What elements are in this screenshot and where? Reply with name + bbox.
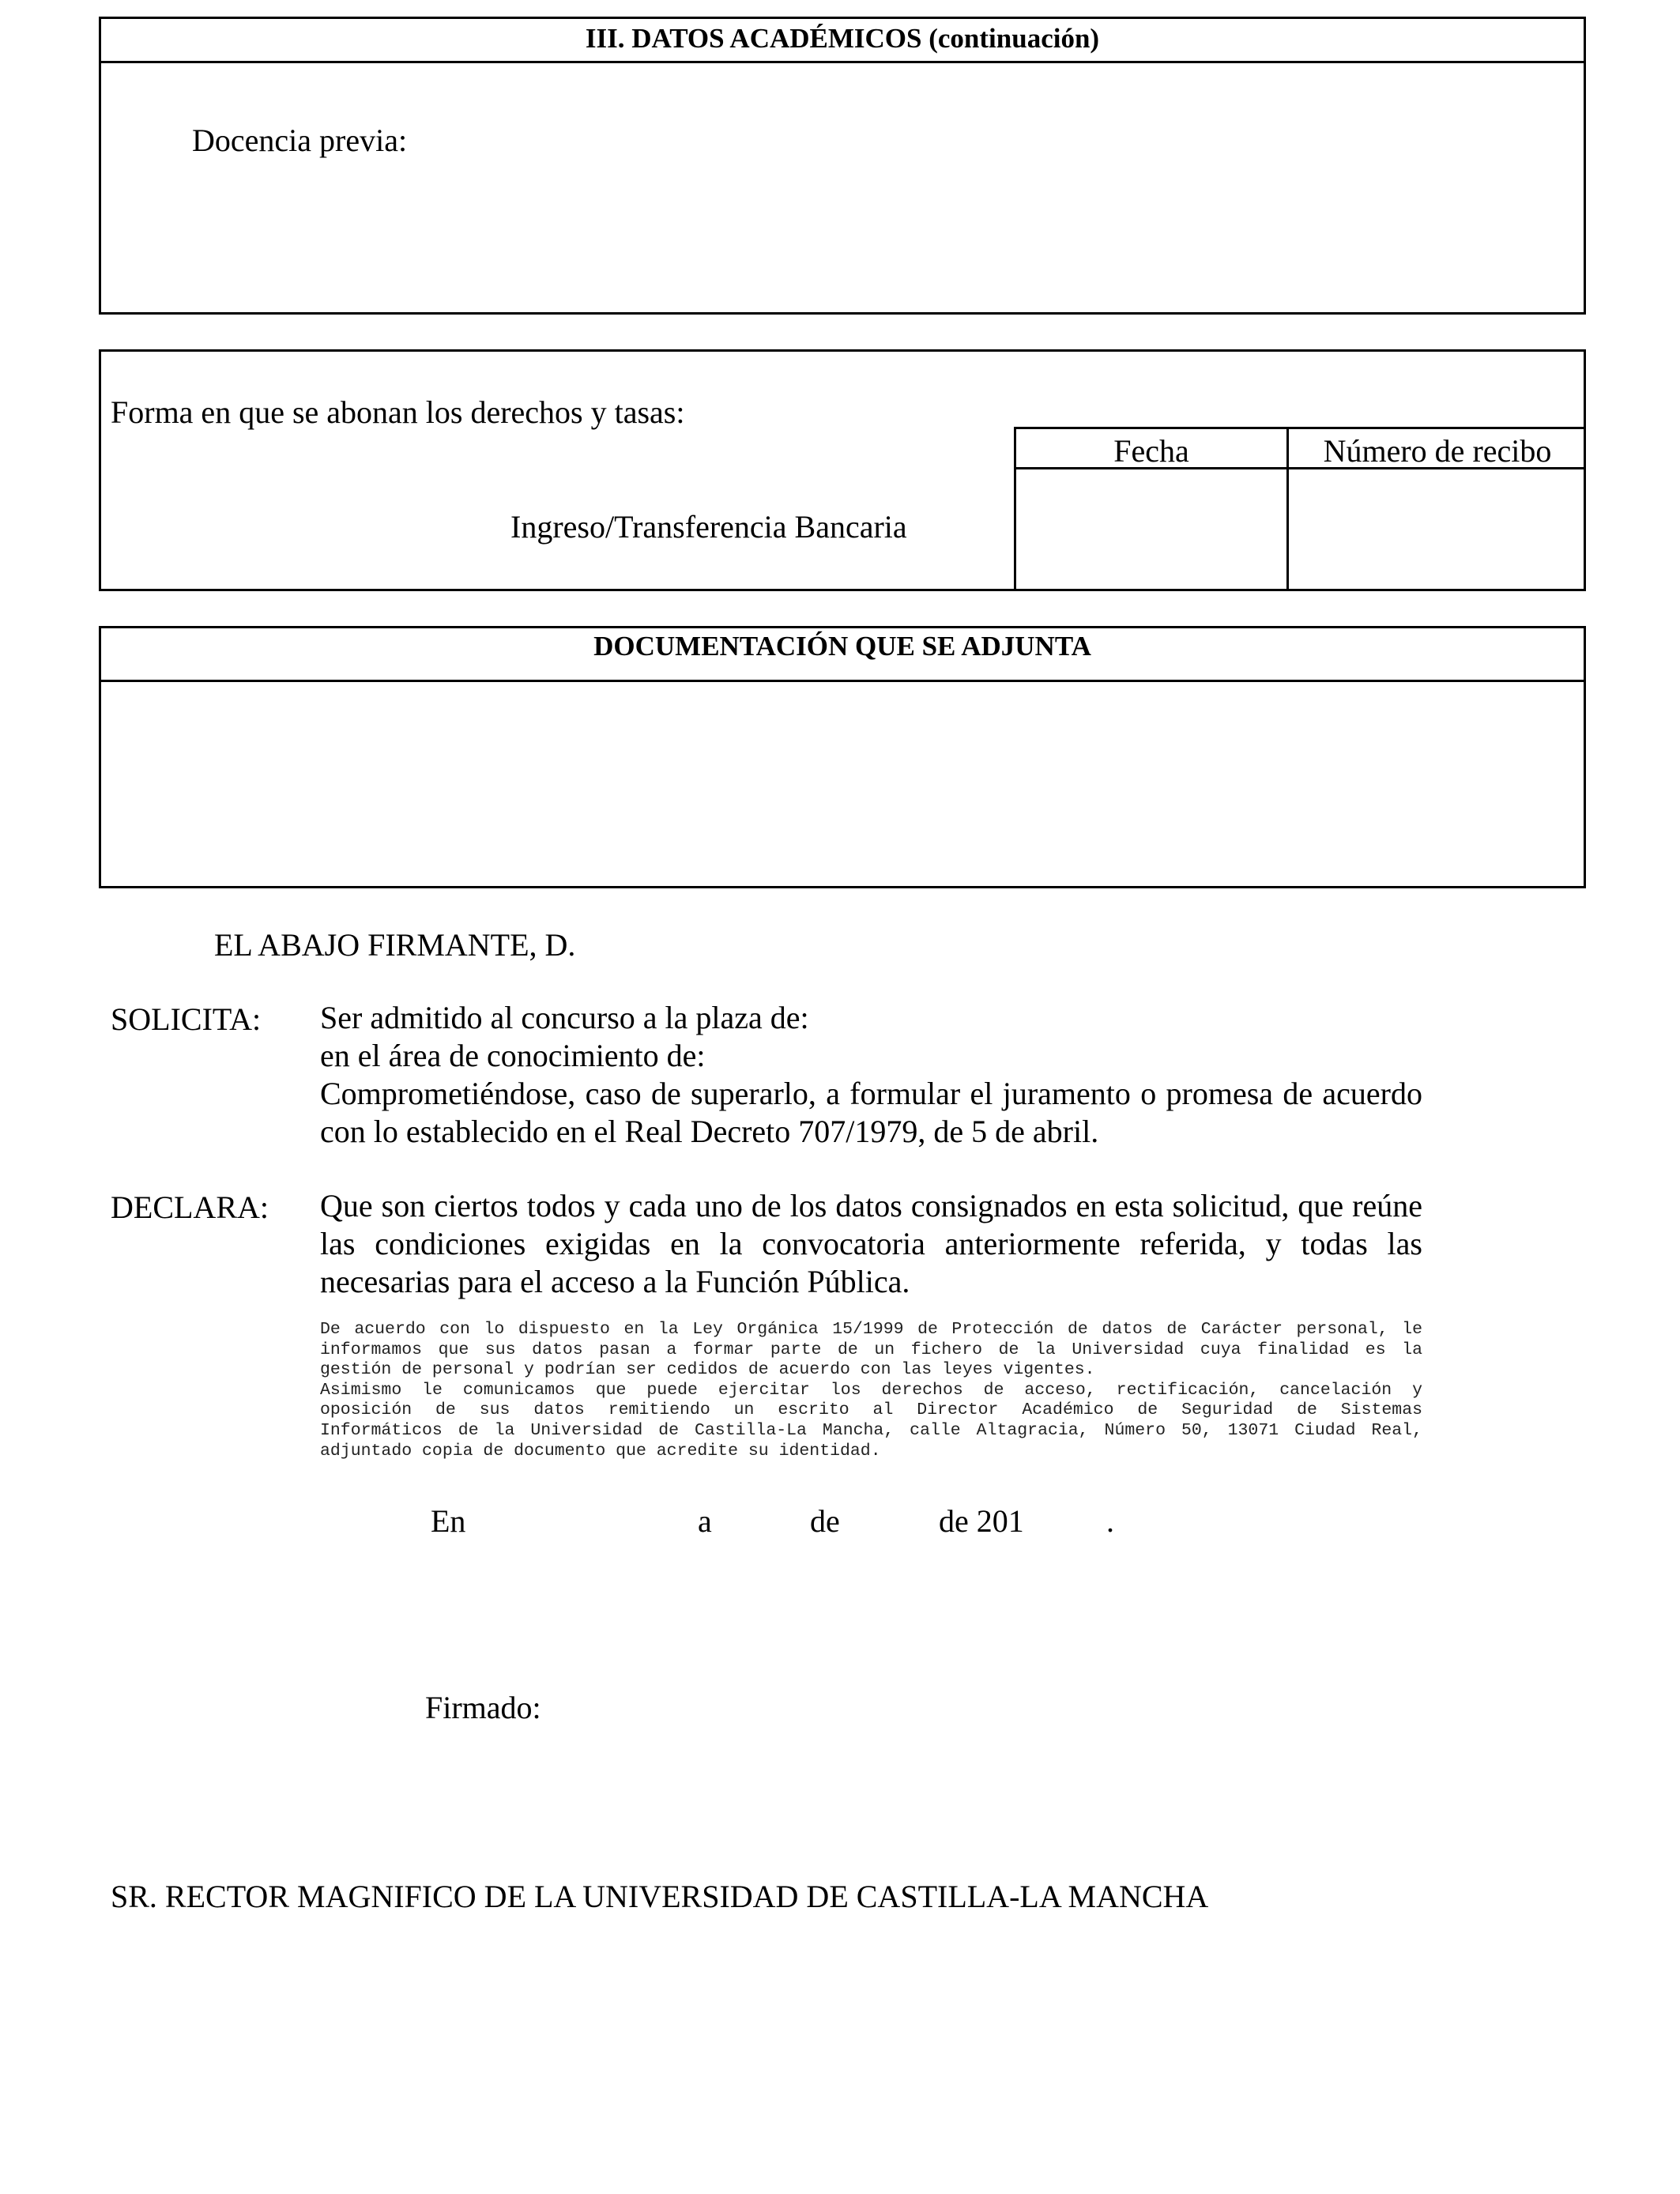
solicita-line-plaza: Ser admitido al concurso a la plaza de: <box>320 1000 809 1035</box>
privacy-line: Informáticos de la Universidad de Castilla-La Mancha, calle Altagracia, Número 50, 13071 Ciudad Real, <box>320 1420 1422 1440</box>
privacy-notice <box>320 1320 1422 1461</box>
declara-body <box>320 1187 1422 1301</box>
signatory-line: EL ABAJO FIRMANTE, D. <box>214 927 576 963</box>
privacy-line: informamos que sus datos pasan a formar parte de un fichero de la Universidad cuya finalidad es la <box>320 1340 1422 1359</box>
privacy-line: oposición de sus datos remitiendo un escrito al Director Académico de Seguridad de Sistemas <box>320 1400 1422 1420</box>
privacy-line: gestión de personal y podrían ser cedidos de acuerdo con las leyes vigentes. <box>320 1360 1095 1380</box>
documentation-title-divider <box>99 680 1586 682</box>
privacy-line: Asimismo le comunicamos que puede ejercitar los derechos de acceso, rectificación, cancelación y <box>320 1380 1422 1400</box>
date-a: a <box>698 1503 712 1539</box>
date-de-year: de 201 <box>939 1503 1024 1539</box>
declara-text: Que son ciertos todos y cada uno de los datos consignados en esta solicitud, que reúne las condiciones exigidas en la convocatoria anteriormente referida, y todas las necesarias para el acceso a la Función Pública. <box>320 1188 1422 1299</box>
firmado-label: Firmado: <box>425 1690 541 1725</box>
privacy-line: De acuerdo con lo dispuesto en la Ley Orgánica 15/1999 de Protección de datos de Carácter personal, le <box>320 1320 1422 1339</box>
solicita-body <box>320 999 1422 1151</box>
payment-date-header: Fecha <box>1113 433 1189 469</box>
declara-label: DECLARA: <box>111 1189 269 1225</box>
documentation-field[interactable] <box>103 684 1582 885</box>
date-period: . <box>1106 1503 1114 1539</box>
solicita-line-juramento: Comprometiéndose, caso de superarlo, a formular el juramento o promesa de acuerdo con lo establecido en el Real Decreto 707/1979, de 5 de abril. <box>320 1076 1422 1149</box>
documentation-title: DOCUMENTACIÓN QUE SE ADJUNTA <box>593 631 1091 662</box>
payment-table-top <box>1014 427 1586 429</box>
academic-section-title: III. DATOS ACADÉMICOS (continuación) <box>585 23 1100 54</box>
privacy-line: adjuntado copia de documento que acredite su identidad. <box>320 1441 881 1461</box>
docencia-previa-label: Docencia previa: <box>192 123 408 158</box>
docencia-previa-field[interactable] <box>443 111 1565 300</box>
payment-receipt-field[interactable] <box>1290 471 1583 588</box>
date-de-month: de <box>810 1503 840 1539</box>
payment-date-field[interactable] <box>1018 471 1285 588</box>
addressee: SR. RECTOR MAGNIFICO DE LA UNIVERSIDAD DE CASTILLA-LA MANCHA <box>111 1879 1209 1914</box>
academic-title-divider <box>99 61 1586 63</box>
date-en: En <box>431 1503 466 1539</box>
payment-label: Forma en que se abonan los derechos y tasas: <box>111 394 685 430</box>
payment-receipt-header: Número de recibo <box>1323 433 1552 469</box>
solicita-label: SOLICITA: <box>111 1001 262 1037</box>
payment-method: Ingreso/Transferencia Bancaria <box>510 509 907 545</box>
solicita-line-area: en el área de conocimiento de: <box>320 1038 706 1073</box>
